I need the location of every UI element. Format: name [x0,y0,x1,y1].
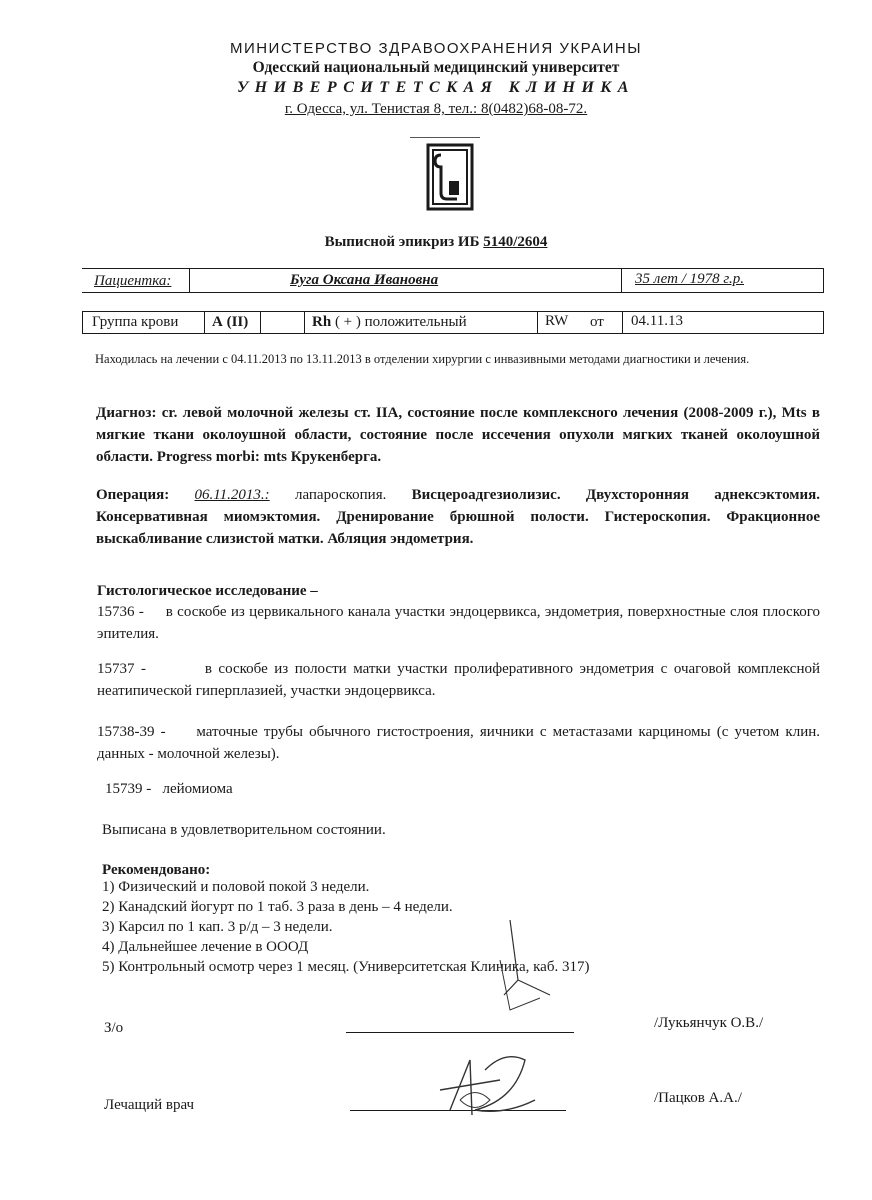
histology-text: лейомиома [162,781,233,797]
patient-age: 35 лет / 1978 г.р. [635,271,745,287]
patient-label: Пациентка: [94,273,172,289]
histology-item [97,721,820,765]
histology-heading: Гистологическое исследование – [97,583,318,599]
blood-row-divider [304,311,305,333]
blood-row-bottom [82,333,824,334]
recommendation-item: 1) Физический и половой покой 3 недели. [102,879,370,895]
operation-laparoscopy: лапароскопия. [294,487,387,503]
handwritten-signature [400,900,580,1140]
operation-details: Висцероадгезиолизис. Двухсторонняя аднексэктомия. Консервативная миомэктомия. Дренирование брюшной полости. Гистероскопия. Фракционное выскабливание слизистой матки. Абляция эндометрия. [96,487,821,547]
blood-row-top [82,311,824,312]
blood-row-divider [82,311,83,333]
histology-item [97,658,820,702]
blood-row-divider [823,311,824,333]
ministry-heading: МИНИСТЕРСТВО ЗДРАВООХРАНЕНИЯ УКРАИНЫ [229,40,643,57]
patient-row-divider [823,268,824,292]
recommendation-item: 4) Дальнейшее лечение в ОООД [102,939,309,955]
document-title [0,234,872,251]
rw-ot: от [590,314,604,330]
rw-date: 04.11.13 [631,313,683,329]
histology-item [97,601,820,645]
blood-row-divider [204,311,205,333]
stay-info: Находилась на лечении с 04.11.2013 по 13.11.2013 в отделении хирургии с инвазивными методами диагностики и лечения. [95,352,750,366]
histology-item [105,781,233,798]
discharge-status: Выписана в удовлетворительном состоянии. [102,822,386,838]
blood-group-value: А (II) [212,314,249,330]
clinic-heading: УНИВЕРСИТЕТСКАЯ КЛИНИКА [237,79,635,96]
patient-row-bottom [82,292,824,293]
clinic-address: г. Одесса, ул. Тенистая 8, тел.: 8(0482)68-08-72. [284,101,588,117]
clinic-logo [405,137,485,217]
diagnosis: Диагноз: cr. левой молочной железы ст. IIА, состояние после комплексного лечения (2008-2009 г.), Mts в мягкие ткани околоушной области, состояние после иссечения опухоли мягких тканей околоушной области. Progress morbi: mts Крукенберга. [96,405,820,465]
recommendations-heading: Рекомендовано: [102,862,211,878]
case-number: 5140/2604 [483,234,548,250]
patient-name: Буга Оксана Ивановна [290,272,439,288]
operation [96,484,820,550]
recommendation-item: 3) Карсил по 1 кап. 3 р/д – 3 недели. [102,919,333,935]
blood-row-divider [260,311,261,333]
histology-code: 15738-39 - [97,724,166,740]
patient-row-divider [621,268,622,292]
blood-group-label: Группа крови [92,314,179,330]
histology-code: 15739 - [105,781,152,797]
rh-value: ( + ) положительный [334,314,467,330]
histology-text: маточные трубы обычного гистостроения, яичники с метастазами карциномы (с учетом клин. данных - молочной железы). [97,724,820,762]
patient-row-divider [189,268,190,292]
doctor-label: Лечащий врач [104,1097,195,1113]
blood-row-divider [622,311,623,333]
recommendation-item: 5) Контрольный осмотр через 1 месяц. (Университетская Клиника, каб. 317) [102,959,590,975]
head-name: /Лукьянчук О.В./ [654,1015,764,1031]
recommendation-item: 2) Канадский йогурт по 1 таб. 3 раза в день – 4 недели. [102,899,453,915]
university-heading: Одесский национальный медицинский университет [252,59,620,76]
operation-date: 06.11.2013.: [194,487,270,503]
operation-label: Операция: [96,487,170,503]
head-label: З/о [104,1020,124,1036]
rw-label: RW [545,313,569,329]
histology-text: в соскобе из цервикального канала участки эндоцервикса, эндометрия, поверхностные слоя плоского эпителия. [97,604,821,642]
histology-text: в соскобе из полости матки участки пролиферативного эндометрия с очаговой комплексной неатипической гиперплазией, участки эндоцервикса. [97,661,821,699]
doctor-name: /Пацков А.А./ [654,1090,742,1106]
rh-factor [312,314,467,331]
histology-code: 15737 - [97,661,147,677]
rh-label: Rh [312,314,332,330]
patient-row-top [82,268,824,269]
histology-code: 15736 - [97,604,144,620]
blood-row-divider [537,311,538,333]
title-prefix: Выписной эпикриз ИБ [324,234,480,250]
